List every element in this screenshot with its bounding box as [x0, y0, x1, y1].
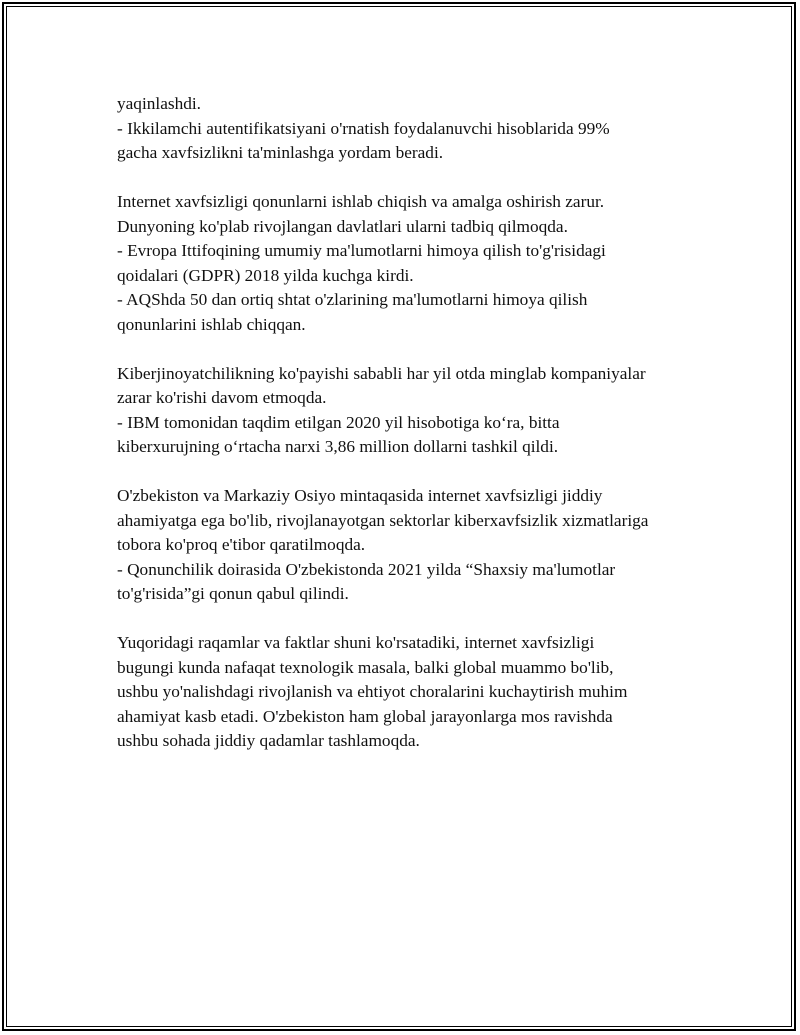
text-line: zarar ko'rishi davom etmoqda. [117, 388, 327, 407]
text-line: Internet xavfsizligi qonunlarni ishlab chiqish va amalga oshirish zarur. [117, 192, 605, 211]
text-line: ushbu sohada jiddiy qadamlar tashlamoqda. [117, 731, 420, 750]
document-body [117, 92, 687, 778]
text-line: to'g'risida”gi qonun qabul qilindi. [117, 584, 349, 603]
text-line: Dunyoning ko'plab rivojlangan davlatlari ularni tadbiq qilmoqda. [117, 216, 568, 236]
text-line: tobora ko'proq e'tibor qaratilmoqda. [117, 535, 366, 554]
text-line: kiberxurujning o‘rtacha narxi 3,86 million dollarni tashkil qildi. [117, 437, 559, 456]
text-line: - Ikkilamchi autentifikatsiyani o'rnatish foydalanuvchi hisoblarida 99% [117, 118, 610, 138]
paragraph-two-factor-auth [117, 92, 687, 166]
text-line: ushbu yo'nalishdagi rivojlanish va ehtiyot choralarini kuchaytirish muhim [117, 682, 628, 701]
paragraph-cybercrime [117, 362, 687, 460]
text-line: Yuqoridagi raqamlar va faktlar shuni ko'rsatadiki, internet xavfsizligi [117, 633, 595, 652]
text-line: - AQShda 50 dan ortiq shtat o'zlarining ma'lumotlarni himoya qilish [117, 290, 588, 309]
paragraph-uzbekistan [117, 484, 687, 607]
text-line: bugungi kunda nafaqat texnologik masala, balki global muammo bo'lib, [117, 657, 614, 677]
paragraph-security-laws [117, 190, 687, 337]
text-line: Kiberjinoyatchilikning ko'payishi sababli har yil otda minglab kompaniyalar [117, 363, 646, 383]
text-line: qonunlarini ishlab chiqqan. [117, 314, 306, 334]
text-line: yaqinlashdi. [117, 94, 201, 113]
text-line: qoidalari (GDPR) 2018 yilda kuchga kirdi. [117, 265, 414, 285]
text-line: - Evropa Ittifoqining umumiy ma'lumotlarni himoya qilish to'g'risidagi [117, 241, 606, 260]
text-line: - IBM tomonidan taqdim etilgan 2020 yil hisobotiga ko‘ra, bitta [117, 412, 560, 432]
paragraph-conclusion [117, 631, 687, 754]
text-line: ahamiyatga ega bo'lib, rivojlanayotgan sektorlar kiberxavfsizlik xizmatlariga [117, 510, 649, 530]
text-line: - Qonunchilik doirasida O'zbekistonda 2021 yilda “Shaxsiy ma'lumotlar [117, 559, 616, 579]
text-line: ahamiyat kasb etadi. O'zbekiston ham global jarayonlarga mos ravishda [117, 706, 613, 726]
text-line: O'zbekiston va Markaziy Osiyo mintaqasida internet xavfsizligi jiddiy [117, 486, 603, 505]
text-line: gacha xavfsizlikni ta'minlashga yordam beradi. [117, 143, 444, 162]
